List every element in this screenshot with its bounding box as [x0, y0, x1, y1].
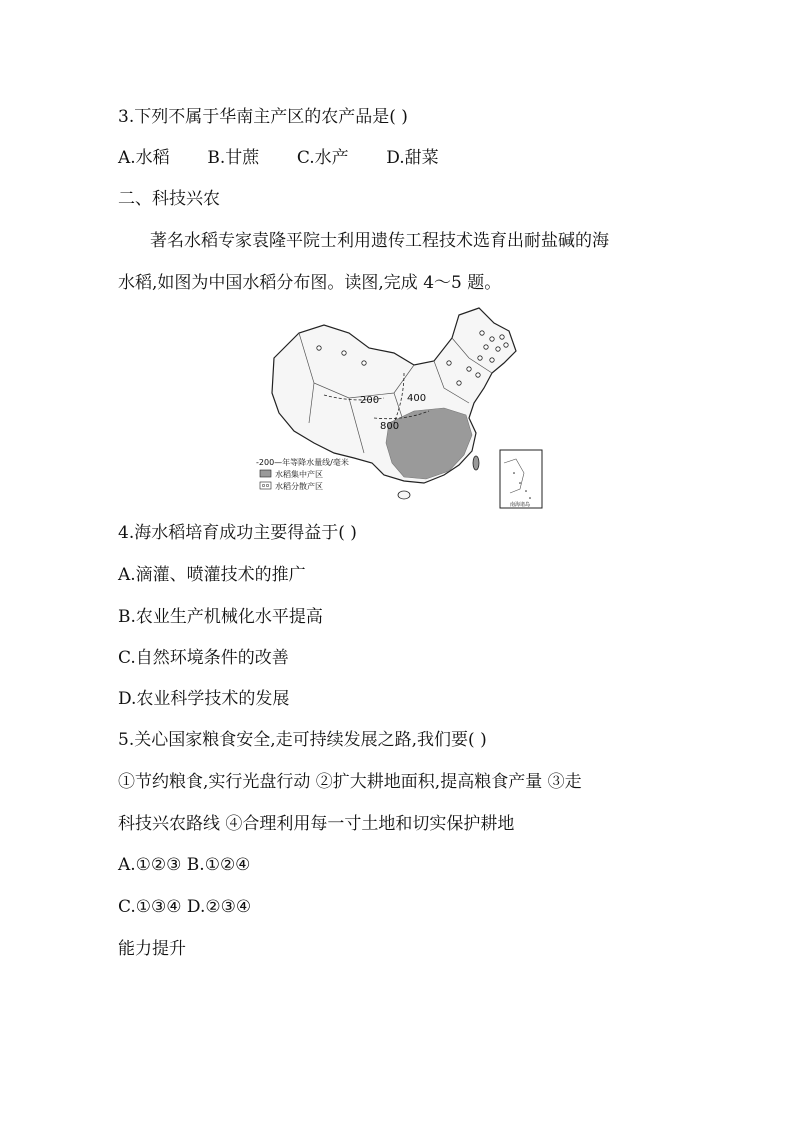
q4-option-d: D.农业科学技术的发展 — [118, 689, 290, 709]
isohyet-800-label: 800 — [380, 421, 400, 432]
q3-option-a: A.水稻 — [118, 148, 170, 168]
legend-concentrated: 水稻集中产区 — [275, 470, 323, 479]
china-rice-distribution-map — [254, 303, 546, 511]
isohyet-400-label: 400 — [407, 393, 427, 404]
q5-stem: 5.关心国家粮食安全,走可持续发展之路,我们要( ) — [118, 730, 487, 750]
q4-option-b: B.农业生产机械化水平提高 — [118, 607, 323, 627]
q3-option-b: B.甘蔗 — [207, 148, 260, 168]
q4-option-a: A.滴灌、喷灌技术的推广 — [118, 565, 306, 585]
inset-label: 南海诸岛 — [509, 502, 531, 508]
isohyet-200-label: 200 — [360, 395, 380, 406]
section-heading: 二、科技兴农 — [118, 189, 220, 209]
ability-heading: 能力提升 — [118, 939, 186, 959]
q3-option-d: D.甜菜 — [386, 148, 439, 168]
q4-stem: 4.海水稻培育成功主要得益于( ) — [118, 523, 357, 543]
q5-options-ab: A.①②③ B.①②④ — [118, 855, 251, 875]
intro-line-2: 水稻,如图为中国水稻分布图。读图,完成 4～5 题。 — [118, 273, 502, 293]
q3-option-c: C.水产 — [296, 148, 349, 168]
legend-scattered: 水稻分散产区 — [275, 482, 323, 491]
legend-isohyet: -200—年等降水量线/毫米 — [256, 458, 349, 467]
q5-line-1: ①节约粮食,实行光盘行动 ②扩大耕地面积,提高粮食产量 ③走 — [118, 772, 582, 792]
q5-options-cd: C.①③④ D.②③④ — [118, 897, 252, 917]
q3-stem: 3.下列不属于华南主产区的农产品是( ) — [118, 107, 408, 127]
q5-line-2: 科技兴农路线 ④合理利用每一寸土地和切实保护耕地 — [118, 814, 515, 834]
q3-options — [118, 146, 439, 170]
q4-option-c: C.自然环境条件的改善 — [118, 648, 289, 668]
intro-line-1: 著名水稻专家袁隆平院士利用遗传工程技术选育出耐盐碱的海 — [150, 231, 609, 251]
